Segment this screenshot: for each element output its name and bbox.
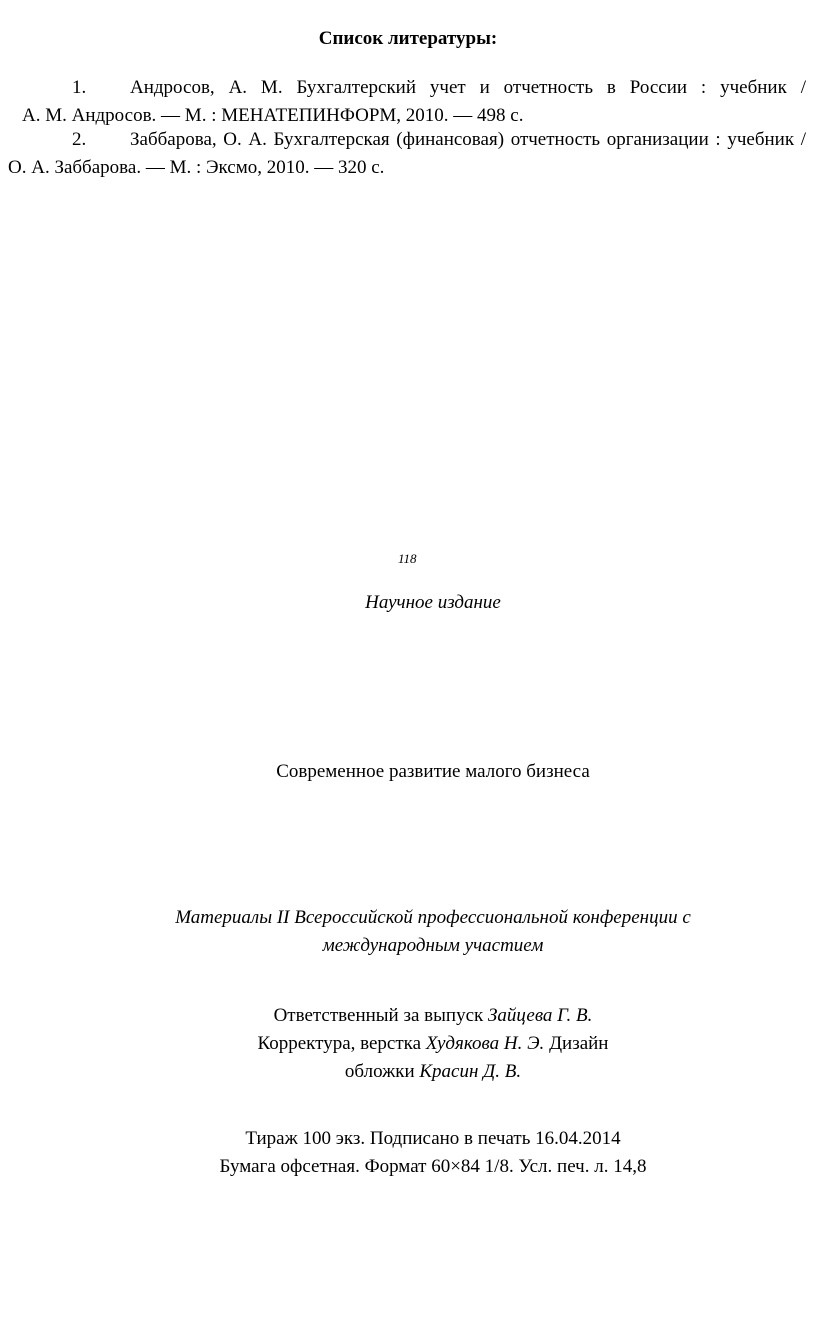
credits-design [0,1058,816,1086]
reference-text: Заббарова, О. А. Бухгалтерская (финансовая) отчетность организации : учебник / [130,129,806,150]
reference-line-1 [8,126,806,154]
imprint-line-2: Бумага офсетная. Формат 60×84 1/8. Усл. печ. л. 14,8 [219,1156,647,1177]
editor-name: Зайцева Г. В. [488,1005,593,1026]
design-name: Красин Д. В. [419,1061,522,1082]
imprint-block [0,1125,816,1181]
publication-type: Научное издание [365,592,501,613]
reference-line-2: О. А. Заббарова. — М. : Эксмо, 2010. — 320 с. [8,157,385,178]
imprint-line-1: Тираж 100 экз. Подписано в печать 16.04.2014 [245,1128,621,1149]
reference-number: 2. [72,129,87,150]
conference-line-2: международным участием [322,935,544,956]
credits-proofreading [0,1030,816,1058]
proof-name: Худякова Н. Э. [425,1033,545,1054]
credits-editor [0,1002,816,1030]
conference-description [0,904,816,960]
reference-line-2: А. М. Андросов. — М. : МЕНАТЕПИНФОРМ, 2010. — 498 с. [22,105,524,126]
reference-text: Андросов, А. М. Бухгалтерский учет и отчетность в России : учебник / [130,77,806,98]
reference-number: 1. [72,77,87,98]
references-heading: Список литературы: [318,28,498,49]
reference-item [8,74,806,130]
reference-line-1 [8,74,806,102]
design-label-1: Дизайн [549,1033,609,1054]
proof-label: Корректура, верстка [257,1033,422,1054]
book-title: Современное развитие малого бизнеса [276,761,590,782]
reference-item [8,126,806,182]
credits-block [0,1002,816,1086]
design-label-2: обложки [344,1061,415,1082]
editor-label: Ответственный за выпуск [273,1005,484,1026]
page-number: 118 [398,551,417,566]
conference-line-1: Материалы II Всероссийской профессиональной конференции с [175,907,691,928]
